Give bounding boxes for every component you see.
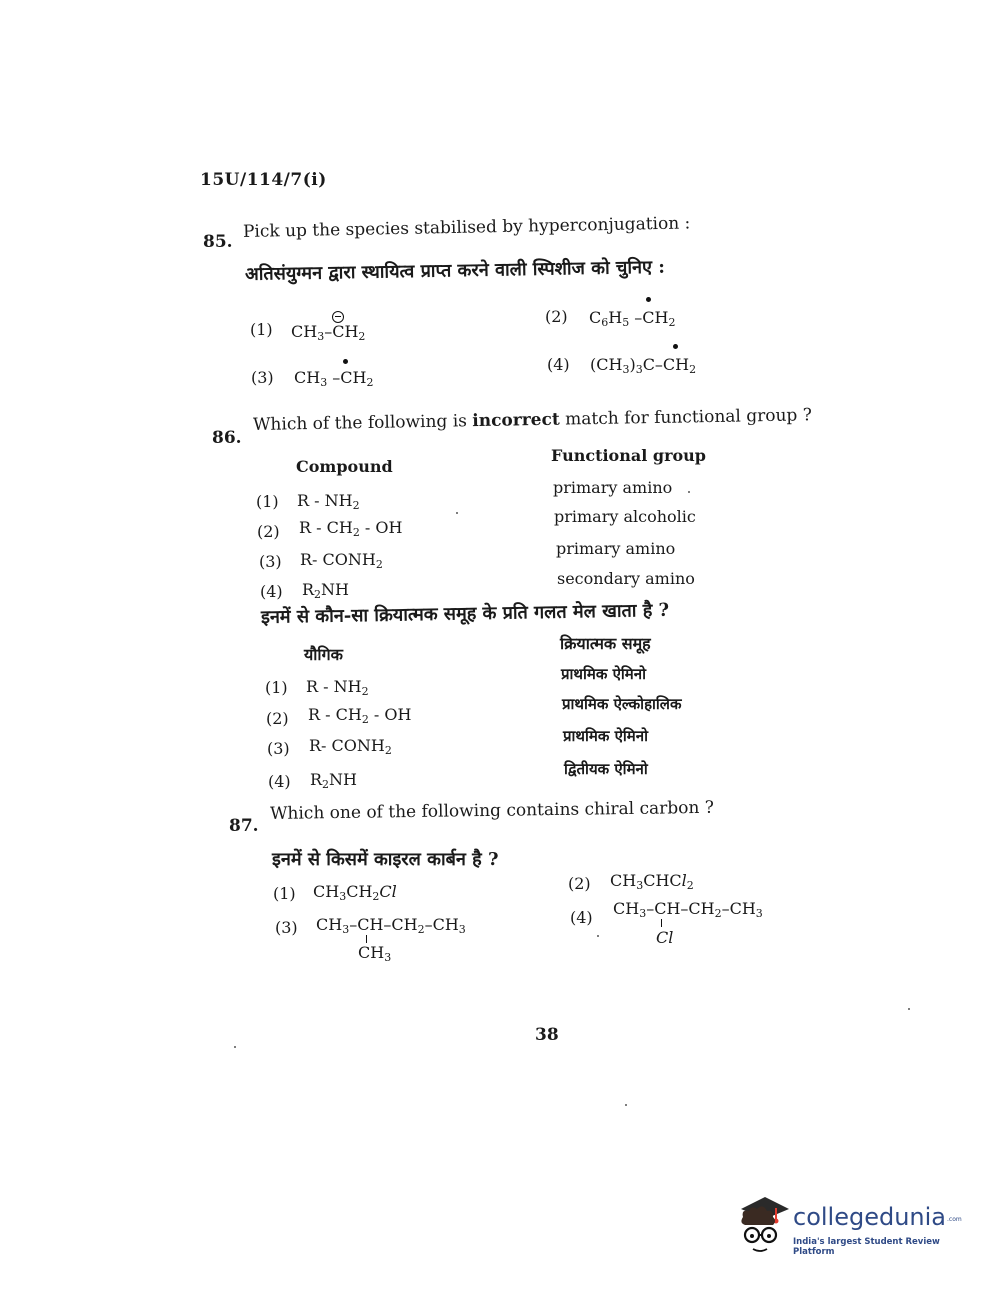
option-number: (1) <box>250 320 273 339</box>
functional-group-hindi: प्राथमिक ऐल्कोहालिक <box>562 695 682 713</box>
option-formula: $CH_3-CH-CH_2-CH_3$ <box>316 915 466 936</box>
functional-group: primary alcoholic <box>554 507 696 526</box>
option-number: (3) <box>259 552 282 571</box>
scan-speck <box>908 1008 910 1010</box>
option-number: (4) <box>260 582 283 601</box>
brand-domain: .com <box>947 1216 962 1223</box>
option-number: (2) <box>545 307 568 326</box>
functional-group: secondary amino <box>557 569 695 588</box>
emphasis-word: incorrect <box>472 409 560 432</box>
functional-group-hindi: द्वितीयक ऐमिनो <box>564 760 648 778</box>
compound-formula: R - $NH_2$ <box>306 677 369 698</box>
option-formula: $CH_3CH_2Cl$ <box>313 882 397 903</box>
substituent-formula: Cl <box>656 928 674 947</box>
bond-line-icon <box>661 919 662 927</box>
option-number: (4) <box>268 772 291 791</box>
compound-formula: R - $CH_2$ - OH <box>308 705 412 726</box>
option-number: (1) <box>256 492 279 511</box>
question-text-hindi: इनमें से कौन-सा क्रियात्मक समूह के प्रति गलत मेल खाता है ? <box>260 599 670 628</box>
question-text-part: Which of the following is <box>252 411 473 435</box>
question-number: 86. <box>212 428 242 448</box>
option-formula: $(CH_3)_3C-CH_2$ <box>590 355 697 376</box>
option-number: (4) <box>547 355 570 374</box>
bond-line-icon <box>366 935 367 943</box>
question-text <box>253 405 812 435</box>
functional-group: primary amino <box>556 539 676 558</box>
question-text-part: match for functional group ? <box>559 405 813 430</box>
option-number: (3) <box>251 368 274 387</box>
option-number: (1) <box>265 678 288 697</box>
option-formula: $CH_3-CH-CH_2-CH_3$ <box>613 899 763 920</box>
option-number: (1) <box>273 884 296 903</box>
brand-name: collegedunia <box>793 1203 947 1231</box>
column-header-compound: Compound <box>296 457 393 476</box>
question-text: Pick up the species stabilised by hyperconjugation : <box>242 213 691 242</box>
option-number: (3) <box>275 918 298 937</box>
question-text: Which one of the following contains chiral carbon ? <box>269 797 715 824</box>
option-number: (2) <box>266 709 289 728</box>
compound-formula: R - $CH_2$ - OH <box>299 518 403 539</box>
mascot-logo-icon <box>735 1195 793 1263</box>
question-number: 85. <box>203 232 233 252</box>
option-formula: $CH_3-CH_2$ <box>291 322 366 343</box>
scan-speck <box>688 491 690 493</box>
brand-tagline: India's largest Student Review Platform <box>793 1237 940 1257</box>
column-header-compound-hindi: यौगिक <box>304 645 343 664</box>
scan-speck <box>234 1046 236 1048</box>
collegedunia-watermark <box>735 1195 965 1265</box>
option-formula: $C_6H_5$ $-CH_2$ <box>589 308 676 329</box>
radical-dot-icon <box>646 297 651 302</box>
option-number: (4) <box>570 908 593 927</box>
option-number: (2) <box>257 522 280 541</box>
functional-group-hindi: प्राथमिक ऐमिनो <box>563 727 648 745</box>
option-number: (2) <box>568 874 591 893</box>
substituent-formula: $CH_3$ <box>358 943 392 964</box>
radical-dot-icon <box>673 344 678 349</box>
compound-formula: R - $NH_2$ <box>297 491 360 512</box>
paper-code: 15U/114/7(i) <box>200 170 327 190</box>
question-text-hindi: इनमें से किसमें काइरल कार्बन है ? <box>272 849 499 870</box>
option-formula: $CH_3$ $-CH_2$ <box>294 368 374 389</box>
compound-formula: R- $CONH_2$ <box>300 550 383 571</box>
compound-formula: R- $CONH_2$ <box>309 736 392 757</box>
compound-formula: $R_2NH$ <box>302 580 349 601</box>
scan-speck <box>597 935 599 937</box>
functional-group: primary amino <box>553 478 673 497</box>
radical-dot-icon <box>343 359 348 364</box>
compound-formula: $R_2NH$ <box>310 770 357 791</box>
negative-charge-icon <box>332 311 344 323</box>
option-formula: $CH_3CHCl_2$ <box>610 871 694 892</box>
option-number: (3) <box>267 739 290 758</box>
functional-group-hindi: प्राथमिक ऐमिनो <box>561 665 646 683</box>
question-text-hindi: अतिसंयुग्मन द्वारा स्थायित्व प्राप्त करने वाली स्पिशीज को चुनिए : <box>244 256 666 285</box>
column-header-functional-group: Functional group <box>551 446 706 465</box>
page-number: 38 <box>535 1025 559 1045</box>
scan-speck <box>456 512 458 514</box>
scan-speck <box>625 1104 627 1106</box>
question-number: 87. <box>229 816 259 836</box>
column-header-group-hindi: क्रियात्मक समूह <box>560 634 651 653</box>
